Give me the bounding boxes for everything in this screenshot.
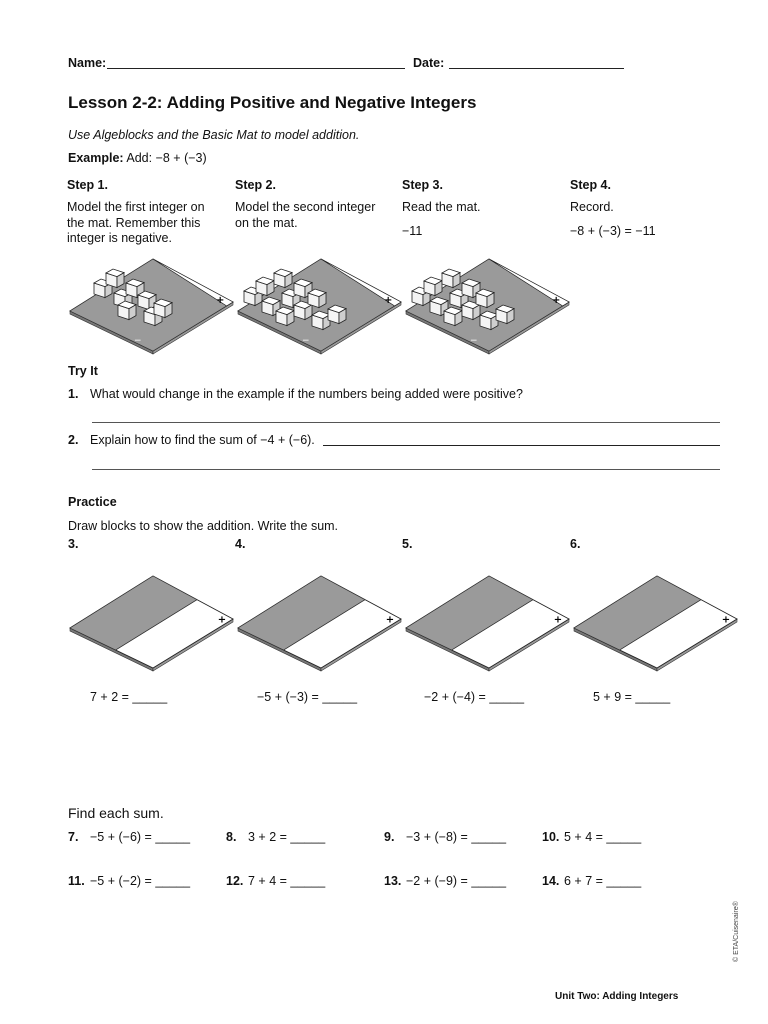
- step-2-head: Step 2.: [235, 178, 276, 192]
- step-4-body: Record.: [570, 200, 614, 214]
- question-2-number: 2.: [68, 433, 79, 447]
- unit-footer: Unit Two: Adding Integers: [555, 991, 679, 1002]
- mat-plus-sign: +: [216, 295, 225, 306]
- example-mat-step-1: [68, 255, 238, 355]
- problem-13-expression: −2 + (−9) = _____: [406, 874, 507, 888]
- problem-7: [68, 830, 190, 844]
- mat-minus-sign: −: [470, 336, 478, 346]
- practice-3-expression: 7 + 2 = _____: [90, 690, 168, 704]
- practice-mat-5[interactable]: [404, 572, 574, 664]
- problem-11-number: 11.: [68, 874, 85, 888]
- practice-mat-6[interactable]: [572, 572, 742, 664]
- practice-4-expression: −5 + (−3) = _____: [257, 690, 358, 704]
- answer-line-1[interactable]: [92, 422, 720, 423]
- question-2-text: Explain how to find the sum of −4 + (−6).: [90, 433, 315, 447]
- name-label: Name:: [68, 56, 107, 70]
- example-mat-step-2: [236, 255, 406, 355]
- problem-12-expression: 7 + 4 = _____: [248, 874, 326, 888]
- step-1-head: Step 1.: [67, 178, 108, 192]
- step-1-body: Model the first integer on the mat. Remember this integer is negative.: [67, 200, 205, 245]
- problem-10-number: 10.: [542, 830, 560, 844]
- question-1: [68, 387, 523, 401]
- step-4-head: Step 4.: [570, 178, 611, 192]
- answer-line-2a[interactable]: [323, 445, 720, 446]
- practice-6-expression: 5 + 9 = _____: [593, 690, 671, 704]
- question-2: [68, 433, 315, 447]
- date-label: Date:: [413, 56, 445, 70]
- problem-12: [226, 874, 325, 888]
- practice-5-expression: −2 + (−4) = _____: [424, 690, 525, 704]
- step-3-head: Step 3.: [402, 178, 443, 192]
- step-2-body: Model the second integer on the mat.: [235, 200, 376, 230]
- problem-8-number: 8.: [226, 830, 237, 844]
- name-line[interactable]: [107, 68, 405, 69]
- question-1-number: 1.: [68, 387, 79, 401]
- mat-plus-sign: +: [552, 295, 561, 306]
- practice-6-number: 6.: [570, 537, 581, 551]
- practice-mat-3[interactable]: [68, 572, 238, 664]
- problem-14: [542, 874, 641, 888]
- practice-4-number: 4.: [235, 537, 246, 551]
- problem-14-number: 14.: [542, 874, 560, 888]
- problem-10-expression: 5 + 4 = _____: [564, 830, 642, 844]
- practice-mat-4[interactable]: [236, 572, 406, 664]
- problem-13-number: 13.: [384, 874, 402, 888]
- example-mat-step-3: [404, 255, 574, 355]
- mat-plus-sign: +: [384, 295, 393, 306]
- question-1-text: What would change in the example if the numbers being added were positive?: [90, 387, 523, 401]
- problem-8-expression: 3 + 2 = _____: [248, 830, 326, 844]
- example-text: Add: −8 + (−3): [126, 151, 207, 165]
- mat-minus-sign: −: [634, 649, 643, 660]
- problem-10: [542, 830, 641, 844]
- practice-heading: Practice: [68, 495, 117, 509]
- step-3-body: Read the mat.: [402, 200, 481, 214]
- mat-minus-sign: −: [466, 649, 475, 660]
- mat-plus-sign: +: [217, 614, 227, 626]
- step-3-value: −11: [402, 224, 423, 238]
- example-label: Example:: [68, 151, 124, 165]
- find-sum-heading: Find each sum.: [68, 805, 164, 821]
- step-4-value: −8 + (−3) = −11: [570, 224, 656, 238]
- mat-minus-sign: −: [130, 649, 139, 660]
- practice-instruction: Draw blocks to show the addition. Write the sum.: [68, 519, 339, 533]
- mat-plus-sign: +: [385, 614, 395, 626]
- problem-13: [384, 874, 506, 888]
- mat-minus-sign: −: [134, 336, 142, 346]
- problem-14-expression: 6 + 7 = _____: [564, 874, 642, 888]
- problem-11-expression: −5 + (−2) = _____: [90, 874, 191, 888]
- practice-5-number: 5.: [402, 537, 413, 551]
- answer-line-2b[interactable]: [92, 469, 720, 470]
- date-line[interactable]: [449, 68, 624, 69]
- mat-plus-sign: +: [553, 614, 563, 626]
- problem-7-number: 7.: [68, 830, 79, 844]
- problem-12-number: 12.: [226, 874, 244, 888]
- problem-9-number: 9.: [384, 830, 395, 844]
- lesson-instruction: Use Algeblocks and the Basic Mat to model addition.: [68, 128, 360, 142]
- lesson-title: Lesson 2-2: Adding Positive and Negative Integers: [68, 93, 477, 112]
- mat-minus-sign: −: [302, 336, 310, 346]
- problem-8: [226, 830, 325, 844]
- mat-plus-sign: +: [721, 614, 731, 626]
- problem-9: [384, 830, 506, 844]
- try-it-heading: Try It: [68, 364, 98, 378]
- example-line: [68, 151, 207, 166]
- problem-7-expression: −5 + (−6) = _____: [90, 830, 191, 844]
- copyright-credit: © ETA/Cuisenaire®: [733, 901, 740, 962]
- problem-9-expression: −3 + (−8) = _____: [406, 830, 507, 844]
- mat-minus-sign: −: [298, 649, 307, 660]
- practice-3-number: 3.: [68, 537, 79, 551]
- problem-11: [68, 874, 190, 888]
